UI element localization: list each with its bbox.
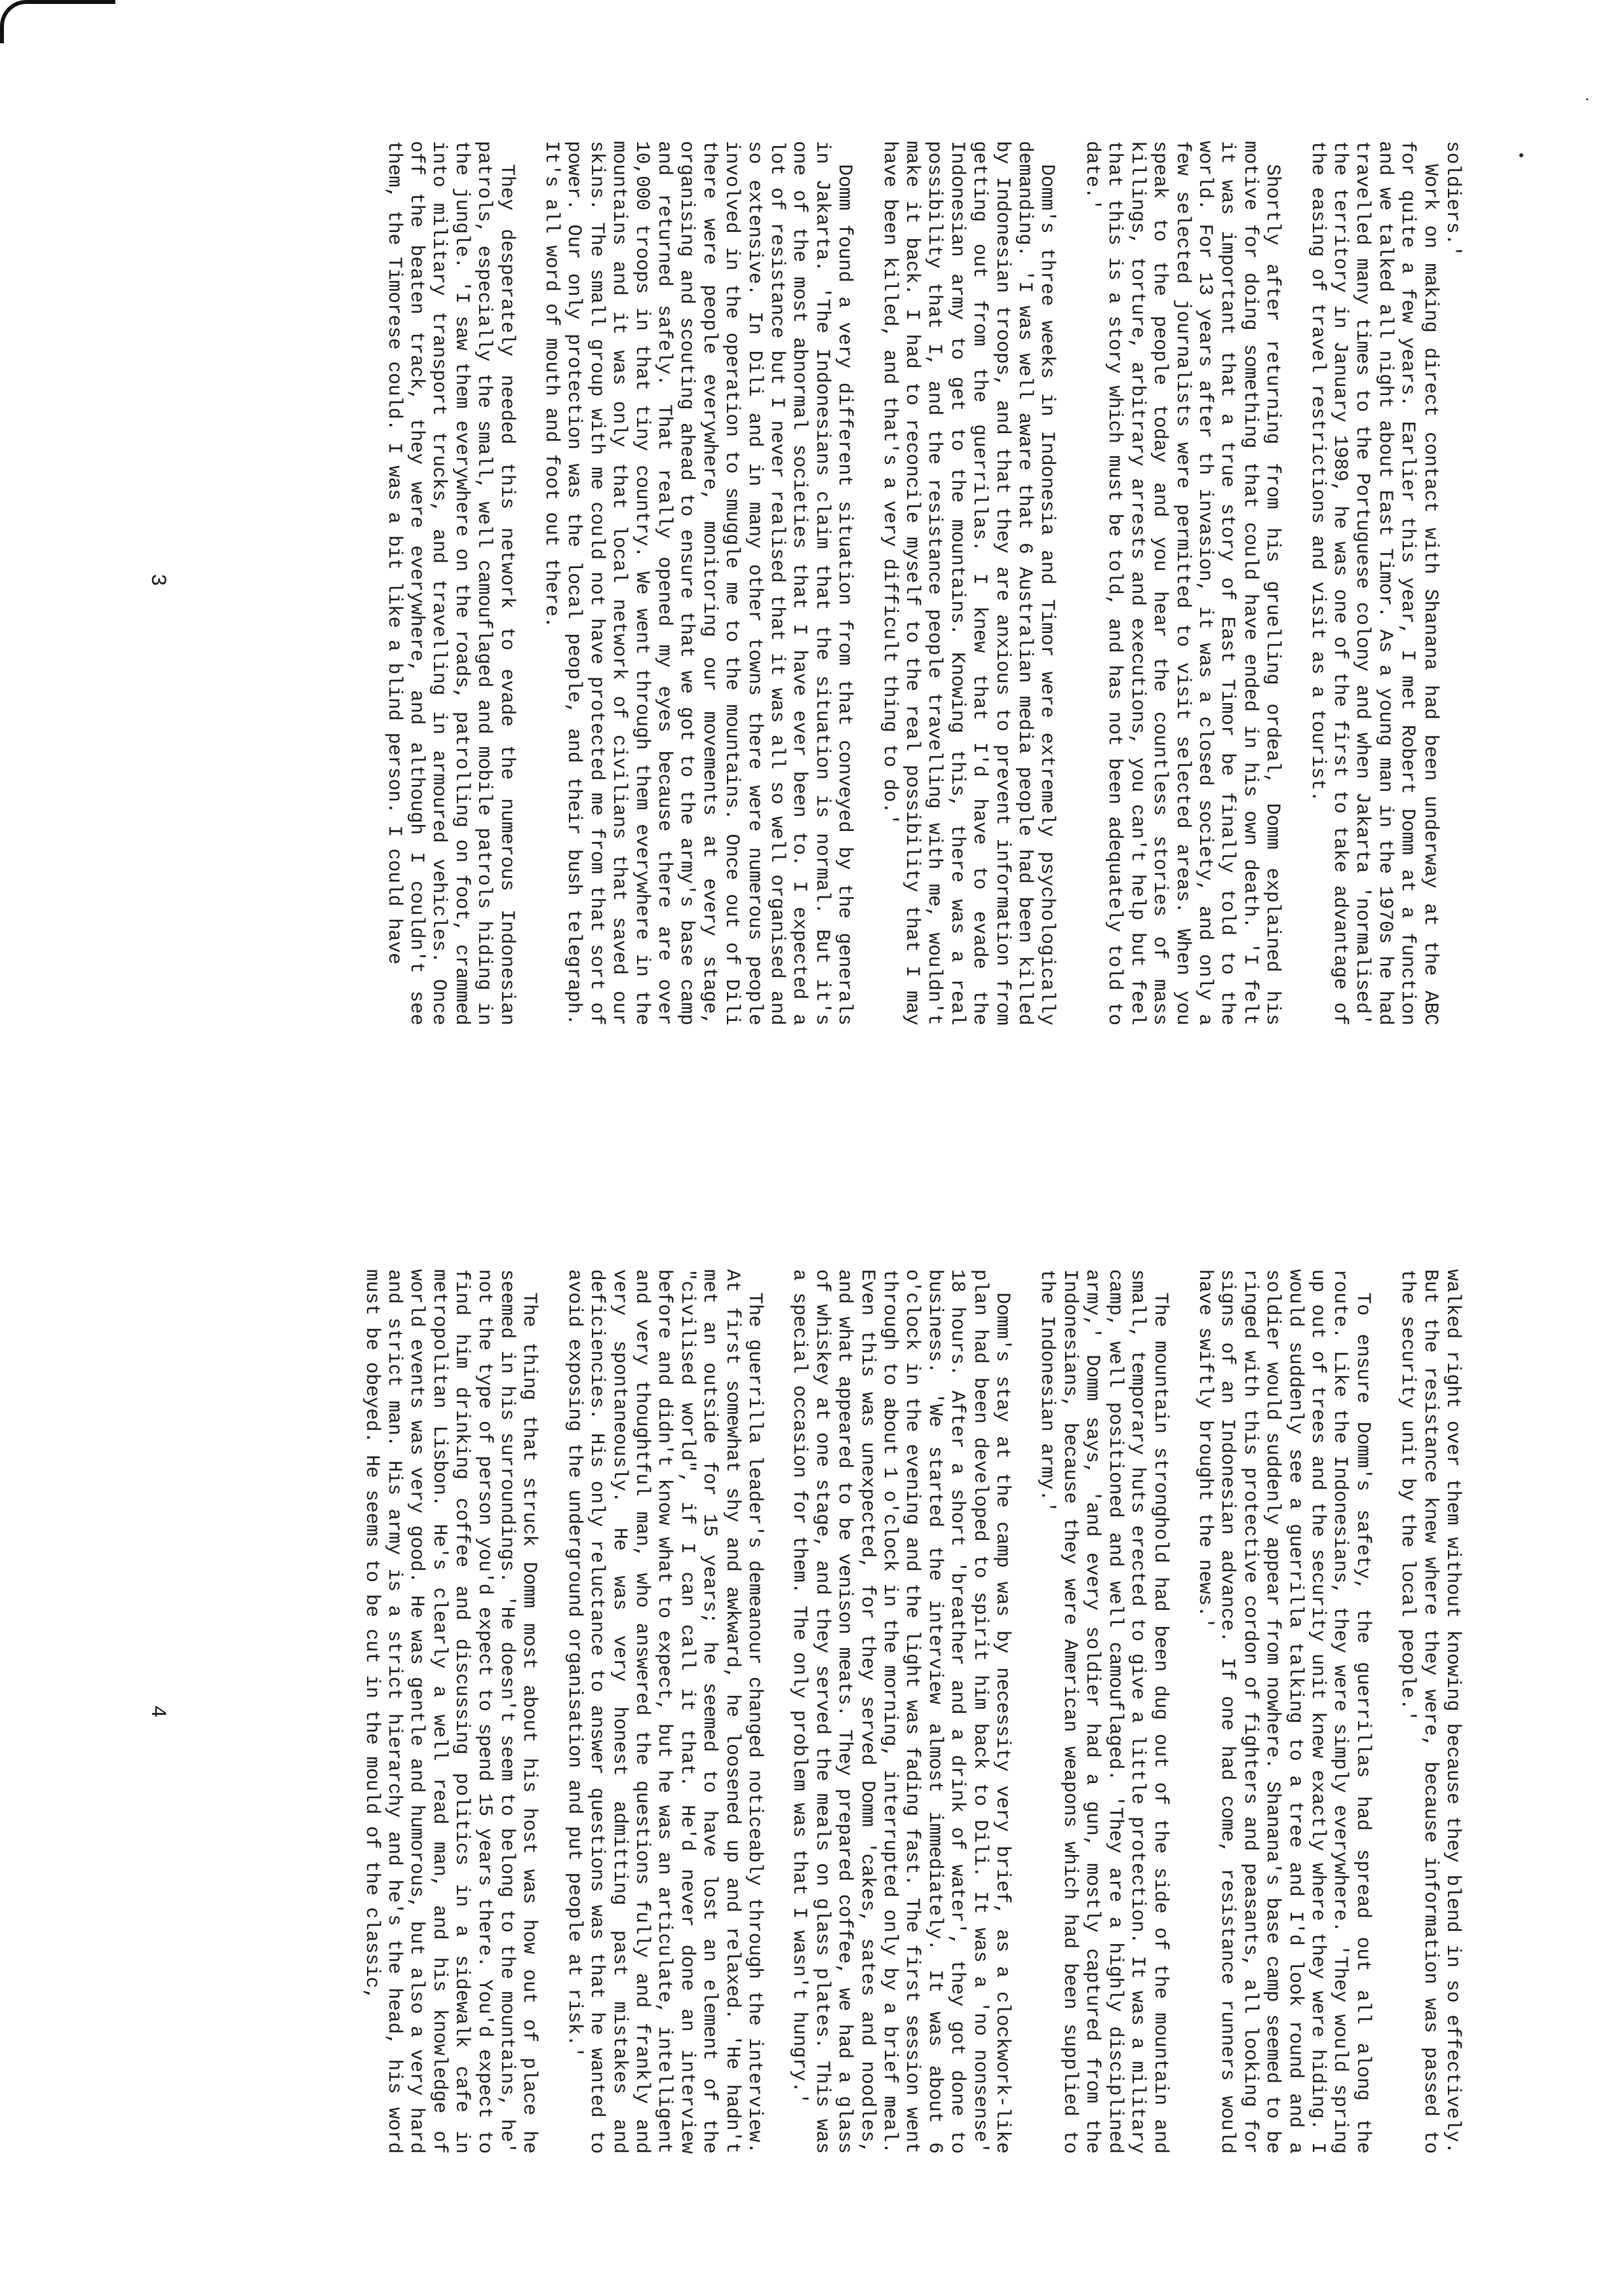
paragraph: They desperately needed this network to evade the numerous Indonesian patrols, especially the small, well camouflaged and mobile patrols hiding in the jungle. 'I saw them everywhere on the roads, patrolling on foot, crammed into military transport trucks, and travelling in armoured vehicles. Once off the beaten track, they were everywhere, and although I couldn't see them, the Timorese could. I was a bit like a blind person. I could have [383,141,518,1025]
text-column [360,141,1464,1025]
paragraph: walked right over them without knowing because they blend in so effectively. But the resistance knew where they were, because information was passed to the security unit by the local people.' [1397,1269,1464,2154]
text-column [338,1269,1464,2154]
paragraph: To ensure Domm's safety, the guerrillas had spread out all along the route. Like the Indonesians, they were simply everywhere. 'They would spring up out of trees and the security unit knew exactly where they were hiding. I would suddenly see a guerrilla talking to a tree and I'd look round and a soldier would suddenly appear from nowhere. Shanana's base camp seemed to be ringed with this protective cordon of fighters and peasants, all looking for signs of an Indonesian advance. If one had come, resistance runners would have swiftly brought the news.' [1194,1269,1374,2154]
paragraph: Work on making direct contact with Shanana had been underway at the ABC for quite a few years. Earlier this year, I met Robert Domm at a function and we talked all night about East Timor. As a young man in the 1970s he had travelled many times to the Portuguese colony and when Jakarta 'normalised' the territory in January 1989, he was one of the first to take advantage of the easing of travel restrictions and visit as a tourist. [1306,141,1442,1025]
paragraph: The thing that struck Domm most about his host was how out of place he seemed in his surroundings. 'He doesn't seem to belong to the mountains, he' not the type of person you'd expect to spend 15 years there. You'd expect to find him drinking coffee and discussing politics in a sidewalk cafe in metropolitan Lisbon. He's clearly a well read man, and his knowledge of world events was very good. He was gentle and humorous, but also a very hard and strict man. His army is a strict hierarchy and he's the head, his word must be obeyed. He seems to be cut in the mould of the classic, [360,1269,541,2154]
paragraph: Domm found a very different situation from that conveyed by the generals in Jakarta. 'The Indonesians claim that the situation is normal. But it's one of the most abnormal societies that I have ever been to. I expected a lot of resistance but I never realised that it was all so well organised and so extensive. In Dili and in many other towns there were numerous people involved in the operation to smuggle me to the mountains. Once out of Dili there were people everywhere, monitoring our movements at every stage, organising and scouting ahead to ensure that we got to the army's base camp and returned safely. That really opened my eyes because there are over 10,000 troops in that tiny country. We went through them everywhere in the mountains and it was only that local network of civilians that saved our skins. The small group with me could not have protected me from that sort of power. Our only protection was the local people, and their bush telegraph. It's all word of mouth and foot out there. [540,141,857,1025]
paragraph: Domm's three weeks in Indonesia and Timor were extremely psychologically demanding. 'I was well aware that 6 Australian media people had been killed by Indonesian troops, and that they are anxious to prevent information from getting out from the guerrillas. I knew that I'd have to evade the Indonesian army to get to the mountains. Knowing this, there was a real possibility that I, and the resistance people travelling with me, wouldn't make it back. I had to reconcile myself to the real possibility that I may have been killed, and that's a very difficult thing to do.' [878,141,1059,1025]
paragraph: Domm's stay at the camp was by necessity very brief, as a clockwork-like plan had been developed to spirit him back to Dili. It was a 'no nonsense' 18 hours. After a short 'breather and a drink of water', they got done to business. 'We started the interview almost immediately. It was about 6 o'clock in the evening and the light was fading fast. The first session went through to about 1 o'clock in the morning, interrupted only by a brief meal. Even this was unexpected, for they served Domm 'cakes, sates and noodles, and what appeared to be venison meats. They prepared coffee, we had a glass of whiskey at one stage, and they served the meals on glass plates. This was a special occasion for them. The only problem was that I wasn't hungry.' [788,1269,1015,2154]
paragraph: The mountain stronghold had been dug out of the side of the mountain and small, temporary huts erected to give a little protection. It was a military camp, well positioned and well camouflaged. 'They are a highly disciplined army,' Domm says, 'and every soldier had a gun, mostly captured from the Indonesians, because they were American weapons which had been supplied to the Indonesian army.' [1036,1269,1172,2154]
page-4 [0,1148,1615,2296]
page-number: 4 [146,1705,170,1718]
paragraph: The guerrilla leader's demeanour changed noticeably through the interview. At first somewhat shy and awkward, he loosened up and relaxed. 'He hadn't met an outside for 15 years; he seemed to have lost an element of the "civilised world", if I can call it that. He'd never done an interview before and didn't know what to expect, but he was an articulate, intelligent and very thoughtful man, who answered the questions fully and frankly and very spontaneously. He was very honest admitting past mistakes and deficiencies. His only reluctance to answer questions was that he wanted to avoid exposing the underground organisation and put people at risk.' [563,1269,767,2154]
paragraph: Shortly after returning from his gruelling ordeal, Domm explained his motive for doing something that could have ended in his own death. 'I felt it was important that a true story of East Timor be finally told to the world. For 13 years after th invasion, it was a closed society, and only a few selected journalists were permitted to visit selected areas. When you speak to the people today and you hear the countless stories of mass killings, torture, arbitrary arrests and executions, you can't help but feel that this is a story which must be told, and has not been adequately told to date.' [1081,141,1285,1025]
page-number: 3 [146,573,170,586]
paragraph: soldiers.' [1442,141,1464,258]
